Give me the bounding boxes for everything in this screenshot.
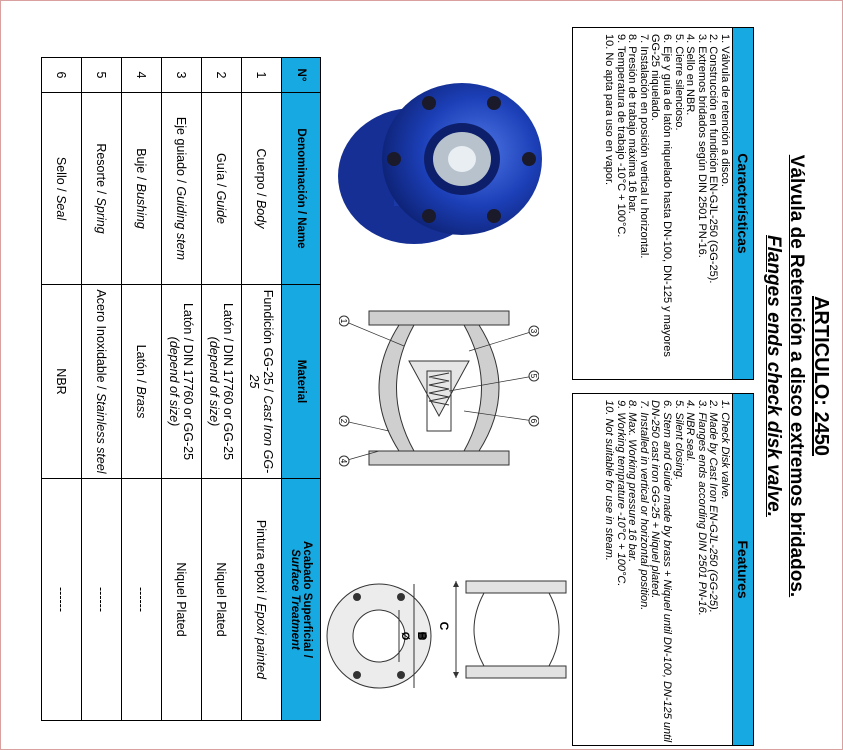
features-item: 9. Working temprature -10°C + 100°C.	[614, 400, 627, 587]
row-finish-es: Niquel Plated	[174, 562, 189, 637]
caracteristicas-item: 3. Extremos bridados según DIN 2501 PN-16.	[695, 34, 708, 258]
row-name-en: Bushing	[134, 183, 149, 229]
caracteristicas-item: 1. Válvula de retención a disco.	[719, 34, 731, 187]
row-finish-es: Niquel Plated	[214, 562, 229, 637]
row-name	[202, 93, 242, 285]
row-material-en: (depend of size)	[207, 336, 222, 427]
row-material-es: NBR	[54, 368, 69, 395]
row-num: 3	[162, 58, 202, 93]
row-material-en: (depend of size)	[167, 336, 182, 427]
row-finish-en: Epoxi painted	[254, 603, 269, 680]
rotated-page	[1, 1, 843, 750]
features-item: 7. Installed in vertical or horizontal position.	[637, 400, 650, 611]
table-row	[42, 58, 82, 721]
dim-c-label: C	[437, 621, 451, 631]
row-material	[242, 285, 282, 479]
row-finish	[162, 479, 202, 721]
features-item: 6. Stem and Guide made by brass + Niquel until DN-100, DN-125 until DN-250 cast iron GG-25 + Niquel plated.	[649, 400, 674, 743]
header-name: Denominación / Name	[282, 93, 321, 285]
title-english: Flanges ends check disk valve.	[763, 235, 784, 517]
row-name-en: Body	[254, 199, 269, 229]
row-num: 2	[202, 58, 242, 93]
caracteristicas-item: 7. Instalación en posición vertical u horizontal.	[637, 34, 650, 259]
features-box	[572, 393, 754, 746]
row-name-es: Resorte /	[94, 143, 109, 198]
caracteristicas-item: 2. Construcción en fundición EN-GJL-250 (GG-25).	[707, 34, 720, 284]
row-finish	[242, 479, 282, 721]
header-finish-en: Surface Treatment	[289, 549, 301, 650]
row-name-es: Guía /	[214, 153, 229, 191]
row-num: 6	[42, 58, 82, 93]
parts-table	[41, 57, 321, 721]
caracteristicas-list	[602, 28, 732, 379]
features-item: 1. Check Disk valve.	[719, 400, 731, 500]
features-item: 2. Made by Cast Iron EN-GJL-250 (GG-25).	[707, 400, 720, 613]
row-material-es: Latón / DIN 17760 or GG-25	[221, 302, 236, 461]
row-finish-es: ------	[134, 587, 149, 612]
row-material-en: Cast Iron GG-25	[247, 374, 276, 474]
features-item: 8. Max. Working pressure 16 bar.	[626, 400, 639, 563]
header-finish-es: Acabado Superficial /	[301, 541, 313, 658]
row-material-es: Latón / DIN 17760 or GG-25	[181, 302, 196, 461]
row-material-es: Latón /	[134, 344, 149, 387]
header-finish	[282, 479, 321, 721]
table-row	[122, 58, 162, 721]
row-name	[82, 93, 122, 285]
row-num: 5	[82, 58, 122, 93]
row-name	[122, 93, 162, 285]
row-material	[82, 285, 122, 479]
row-name-en: Seal	[54, 195, 69, 221]
caracteristicas-item: 10. No apta para uso en vapor.	[603, 34, 616, 186]
row-material-en: Brass	[134, 386, 149, 419]
caracteristicas-heading: Características	[732, 28, 753, 379]
row-num: 4	[122, 58, 162, 93]
features-item: 4. NBR seal.	[684, 400, 697, 462]
caracteristicas-item: 6. Eje y guía de latón niquelado hasta DN-100, DN-125 y mayores GG-25 niquelado.	[649, 34, 674, 357]
table-row	[242, 58, 282, 721]
row-name-en: Spring	[94, 197, 109, 234]
row-material	[42, 285, 82, 479]
row-material	[202, 285, 242, 479]
caracteristicas-item: 9. Temperatura de trabajo -10°C + 100°C.	[614, 34, 627, 238]
features-heading: Features	[732, 394, 753, 745]
row-material-es: Acero Inoxidable /	[94, 289, 109, 393]
row-material	[122, 285, 162, 479]
callout-6: 6	[529, 418, 538, 424]
row-name	[162, 93, 202, 285]
valve-photo	[324, 81, 554, 251]
callout-1: 1	[339, 318, 348, 324]
row-finish	[42, 479, 82, 721]
row-name-es: Buje /	[134, 148, 149, 184]
row-name	[242, 93, 282, 285]
table-row	[202, 58, 242, 721]
row-name-es: Cuerpo /	[254, 148, 269, 200]
header-num: N°	[282, 58, 321, 93]
row-name-en: Guiding stem	[174, 186, 189, 261]
callout-5: 5	[529, 373, 538, 379]
callout-3: 3	[529, 328, 538, 334]
dim-b-label: B	[415, 631, 429, 641]
section-drawing	[339, 301, 539, 476]
row-finish-es: ------	[94, 587, 109, 612]
table-row	[162, 58, 202, 721]
side-dimension-drawing	[324, 526, 574, 741]
row-material	[162, 285, 202, 479]
row-num: 1	[242, 58, 282, 93]
row-material-en: Stainless steel	[94, 392, 109, 474]
table-header-row	[282, 58, 321, 721]
row-finish	[82, 479, 122, 721]
row-name-es: Sello /	[54, 156, 69, 196]
row-finish-es: ------	[54, 587, 69, 612]
callout-4: 4	[339, 458, 348, 464]
features-item: 3. Flanges ends according DIN 2501 PN-16.	[695, 400, 708, 616]
features-item: 10. Not suitable for use in steam.	[603, 400, 616, 561]
parts-table-body	[42, 58, 282, 721]
row-name	[42, 93, 82, 285]
row-material-es: Fundición GG-25 /	[261, 289, 276, 396]
caracteristicas-item: 4. Sello en NBR.	[684, 34, 697, 116]
features-list	[602, 394, 732, 745]
features-item: 5. Silent closing.	[672, 400, 685, 481]
row-finish	[202, 479, 242, 721]
row-finish-es: Pintura epoxi /	[254, 519, 269, 604]
table-row	[82, 58, 122, 721]
row-name-en: Guide	[214, 190, 229, 224]
dim-diameter-label: Ø	[399, 631, 411, 641]
caracteristicas-box	[572, 27, 754, 380]
header-material: Material	[282, 285, 321, 479]
caracteristicas-item: 5. Cierre silencioso.	[672, 34, 685, 131]
callout-2: 2	[339, 418, 348, 424]
row-name-es: Eje guiado /	[174, 116, 189, 187]
article-number: ARTICULO: 2450	[810, 295, 832, 457]
row-finish	[122, 479, 162, 721]
caracteristicas-item: 8. Presión de trabajo máxima 16 bar.	[626, 34, 639, 214]
title-spanish: Válvula de Retención a disco extremos bridados.	[786, 154, 807, 598]
